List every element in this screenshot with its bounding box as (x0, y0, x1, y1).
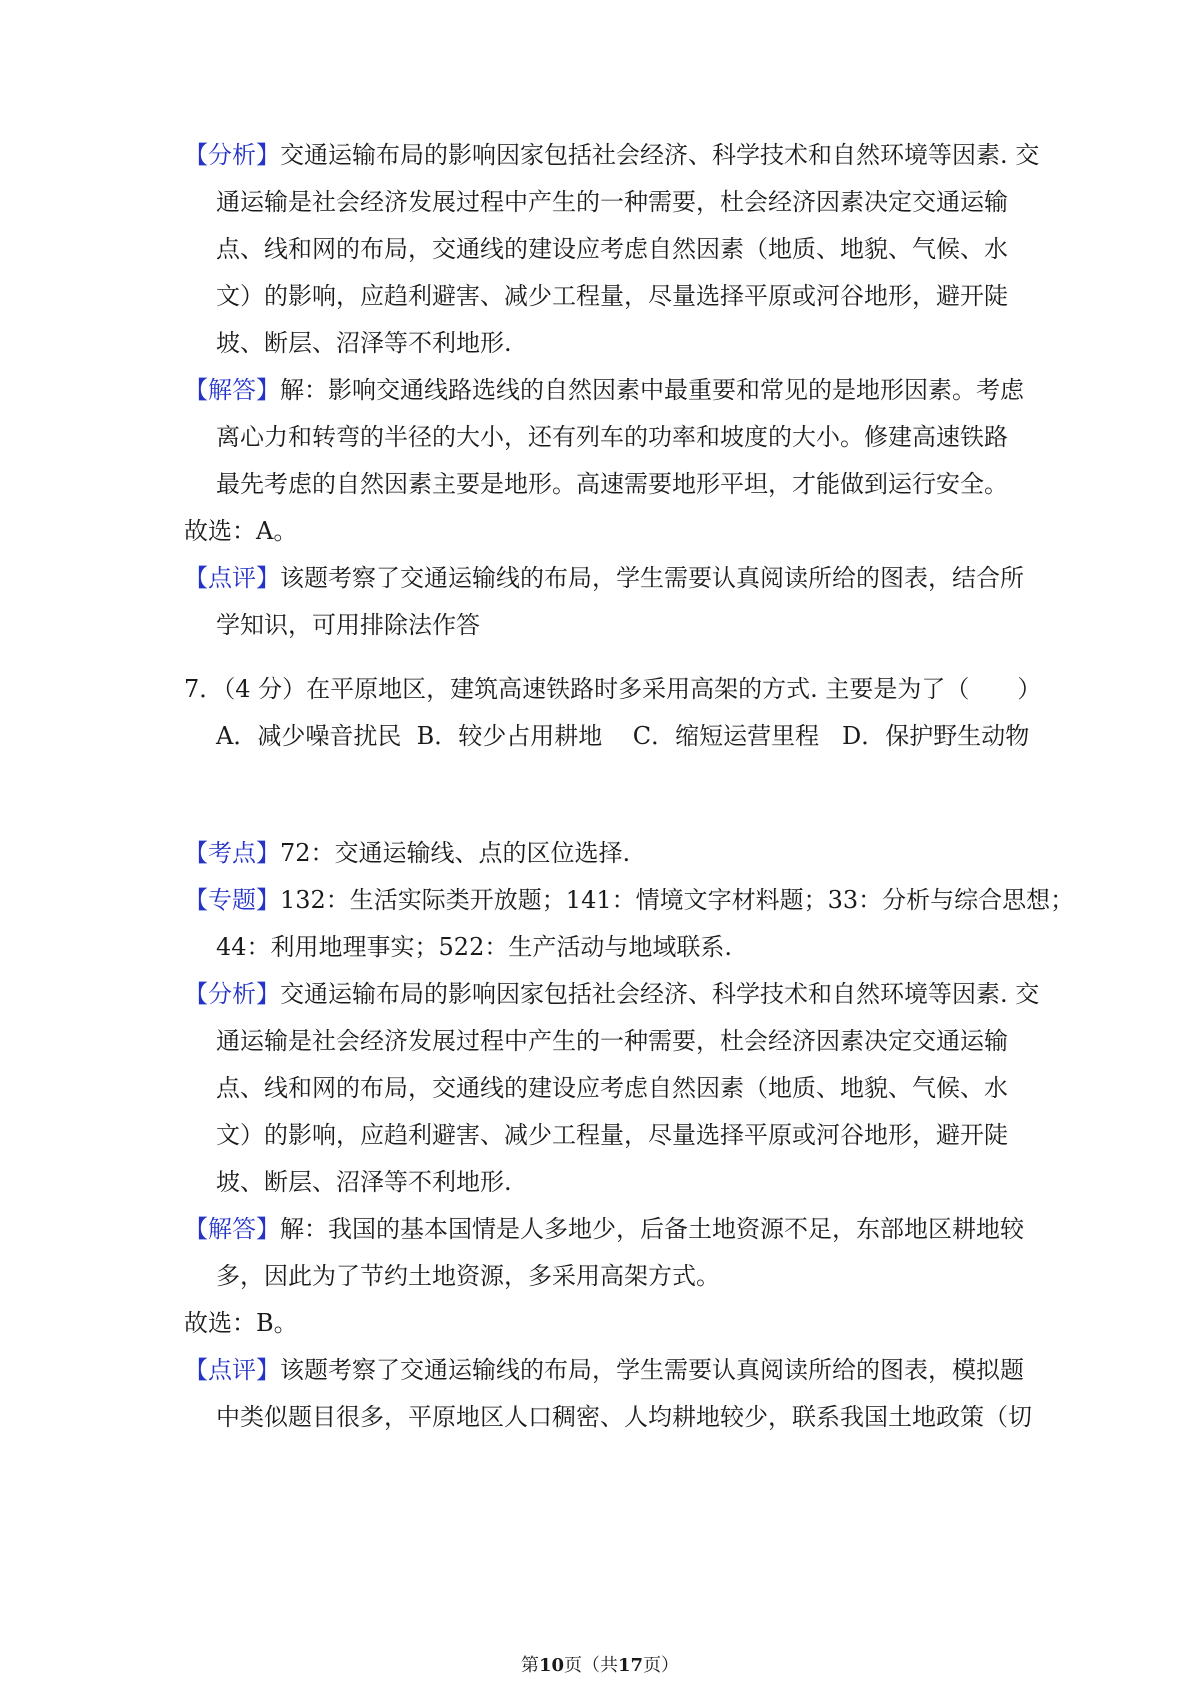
analysis2-line-2: 通运输是社会经济发展过程中产生的一种需要，杜会经济因素决定交通运输 (216, 1027, 1008, 1055)
keypoint-text: 72：交通运输线、点的区位选择. (280, 839, 631, 867)
page-footer (0, 1655, 1200, 1677)
footer-total-pages: 17 (618, 1655, 644, 1676)
comment-line-1 (184, 555, 1024, 602)
choice-line: 故选：A。 (184, 517, 298, 545)
topic-line-1 (184, 877, 1075, 924)
analysis-line-2: 通运输是社会经济发展过程中产生的一种需要，杜会经济因素决定交通运输 (216, 188, 1008, 216)
question-options: A．减少噪音扰民 B．较少占用耕地 C．缩短运营里程 D．保护野生动物 (216, 722, 1030, 750)
comment2-tag: 【点评】 (184, 1356, 280, 1384)
comment2-line-2: 中类似题目很多，平原地区人口稠密、人均耕地较少，联系我国土地政策（切 (216, 1403, 1032, 1431)
comment-tag: 【点评】 (184, 564, 280, 592)
analysis-line-4: 文）的影响，应趋利避害、减少工程量，尽量选择平原或河谷地形，避开陡 (216, 282, 1008, 310)
footer-prefix: 第 (520, 1655, 539, 1676)
answer-tag: 【解答】 (184, 376, 280, 404)
topic-line-2: 44：利用地理事实；522：生产活动与地域联系. (216, 933, 732, 961)
answer2-line-2: 多，因此为了节约土地资源，多采用高架方式。 (216, 1262, 720, 1290)
question-stem: 7．（4 分）在平原地区，建筑高速铁路时多采用高架的方式. 主要是为了（ ） (184, 675, 1042, 703)
analysis2-line-1 (184, 971, 1040, 1018)
comment2-line-1 (184, 1347, 1024, 1394)
section-1 (184, 132, 1040, 649)
analysis-line-3: 点、线和网的布局，交通线的建设应考虑自然因素（地质、地貌、气候、水 (216, 235, 1008, 263)
answer-line-2: 离心力和转弯的半径的大小，还有列车的功率和坡度的大小。修建高速铁路 (216, 423, 1008, 451)
keypoint-tag: 【考点】 (184, 839, 280, 867)
section-2 (184, 830, 1075, 1441)
analysis-tag: 【分析】 (184, 141, 280, 169)
analysis2-line-4: 文）的影响，应趋利避害、减少工程量，尽量选择平原或河谷地形，避开陡 (216, 1121, 1008, 1149)
footer-page-number: 10 (538, 1655, 564, 1676)
comment2-text: 该题考察了交通运输线的布局，学生需要认真阅读所给的图表，模拟题 (280, 1356, 1024, 1384)
answer2-line-1 (184, 1206, 1024, 1253)
answer-line-1 (184, 367, 1024, 414)
analysis-line-1 (184, 132, 1040, 179)
topic-text: 132：生活实际类开放题；141：情境文字材料题；33：分析与综合思想； (280, 886, 1075, 914)
answer-text: 解：影响交通线路选线的自然因素中最重要和常见的是地形因素。考虑 (280, 376, 1024, 404)
question-7 (184, 666, 1042, 760)
analysis-line-5: 坡、断层、沼泽等不利地形. (216, 329, 512, 357)
answer2-tag: 【解答】 (184, 1215, 280, 1243)
footer-suffix: 页） (643, 1655, 680, 1676)
analysis-text: 交通运输布局的影响因家包括社会经济、科学技术和自然环境等因素. 交 (280, 141, 1040, 169)
analysis2-text: 交通运输布局的影响因家包括社会经济、科学技术和自然环境等因素. 交 (280, 980, 1040, 1008)
topic-tag: 【专题】 (184, 886, 280, 914)
analysis2-tag: 【分析】 (184, 980, 280, 1008)
answer2-text: 解：我国的基本国情是人多地少，后备土地资源不足，东部地区耕地较 (280, 1215, 1024, 1243)
comment-text: 该题考察了交通运输线的布局，学生需要认真阅读所给的图表，结合所 (280, 564, 1024, 592)
analysis2-line-5: 坡、断层、沼泽等不利地形. (216, 1168, 512, 1196)
choice2-line: 故选：B。 (184, 1309, 298, 1337)
keypoint-line (184, 830, 1024, 877)
analysis2-line-3: 点、线和网的布局，交通线的建设应考虑自然因素（地质、地貌、气候、水 (216, 1074, 1008, 1102)
comment-line-2: 学知识，可用排除法作答 (216, 611, 480, 639)
footer-middle: 页（共 (564, 1655, 618, 1676)
answer-line-3: 最先考虑的自然因素主要是地形。高速需要地形平坦，才能做到运行安全。 (216, 470, 1008, 498)
